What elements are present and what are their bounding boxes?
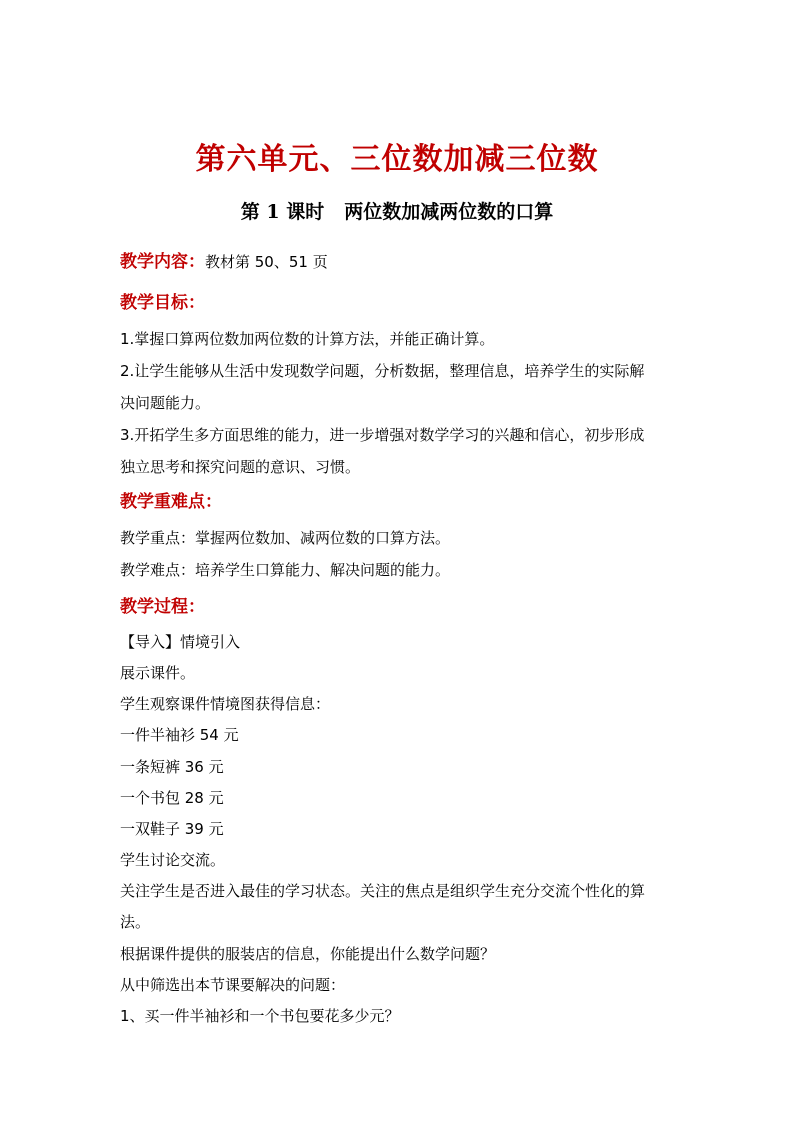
key-points-heading: 教学重难点：: [120, 492, 222, 512]
process-line: 学生讨论交流。: [120, 851, 226, 869]
teaching-content: [120, 252, 680, 272]
process-line: 学生观察课件情境图获得信息：: [120, 695, 331, 713]
objective-line: 2.让学生能够从生活中发现数学问题，分析数据，整理信息，培养学生的实际解: [120, 362, 645, 380]
objective-line: 3.开拓学生多方面思维的能力，进一步增强对数学学习的兴趣和信心，初步形成: [120, 426, 645, 444]
objectives-heading: 教学目标：: [120, 293, 205, 313]
lesson-number: 第 1 课时: [240, 201, 325, 223]
process-line: 一件半袖衫 54 元: [120, 726, 239, 744]
key-point-line: 教学重点：掌握两位数加、减两位数的口算方法。: [120, 529, 451, 547]
process-line: 展示课件。: [120, 664, 196, 682]
lesson-name: 两位数加减两位数的口算: [344, 201, 554, 223]
teaching-content-text: 教材第 50、51 页: [205, 253, 328, 271]
process-line: 根据课件提供的服装店的信息，你能提出什么数学问题？: [120, 945, 496, 963]
objective-line: 决问题能力。: [120, 394, 211, 412]
unit-title: 第六单元、三位数加减三位数: [195, 142, 599, 177]
process-line: 从中筛选出本节课要解决的问题：: [120, 976, 346, 994]
process-heading: 教学过程：: [120, 597, 205, 617]
lesson-title: [0, 200, 794, 224]
key-point-line: 教学难点：培养学生口算能力、解决问题的能力。: [120, 561, 451, 579]
process-line: 一条短裤 36 元: [120, 758, 224, 776]
process-line: 一双鞋子 39 元: [120, 820, 224, 838]
process-line: 法。: [120, 913, 151, 931]
process-line: 关注学生是否进入最佳的学习状态。关注的焦点是组织学生充分交流个性化的算: [120, 882, 646, 900]
process-line: 1、买一件半袖衫和一个书包要花多少元？: [120, 1007, 400, 1025]
process-line: 一个书包 28 元: [120, 789, 224, 807]
process-line: 【导入】情境引入: [120, 633, 241, 651]
objective-line: 1.掌握口算两位数加两位数的计算方法，并能正确计算。: [120, 330, 495, 348]
teaching-content-label: 教学内容：: [120, 252, 205, 272]
objective-line: 独立思考和探究问题的意识、习惯。: [120, 458, 361, 476]
